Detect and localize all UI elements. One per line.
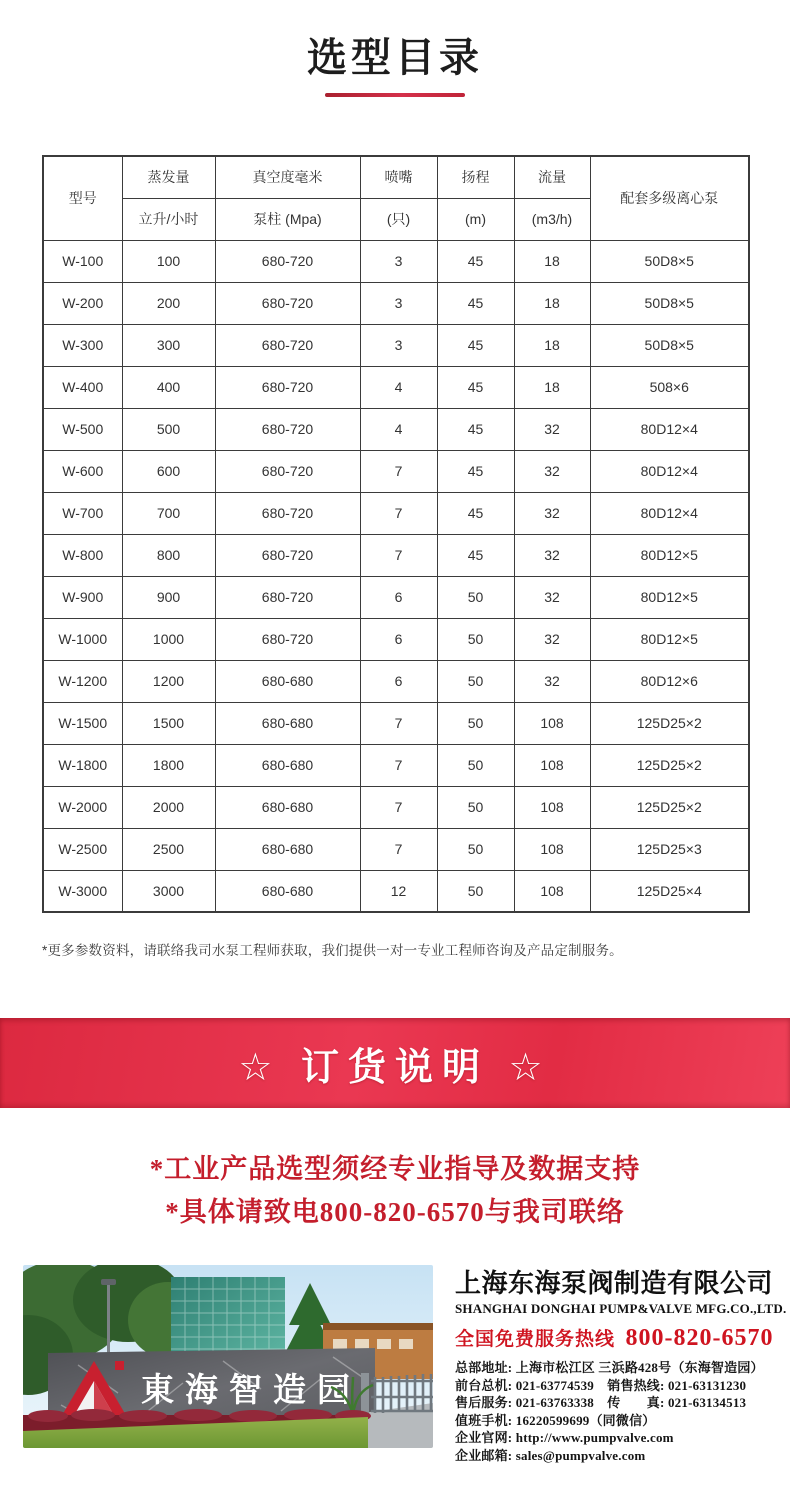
table-cell: 50D8×5 xyxy=(590,324,749,366)
service-hotline xyxy=(455,1324,787,1352)
table-cell: W-1200 xyxy=(43,660,122,702)
table-cell: 7 xyxy=(360,492,437,534)
company-info xyxy=(455,1268,787,1465)
table-cell: 680-720 xyxy=(215,240,360,282)
spec-table xyxy=(42,155,748,913)
table-cell: 680-720 xyxy=(215,618,360,660)
col-header-pump: 配套多级离心泵 xyxy=(590,156,749,240)
table-row xyxy=(43,240,749,282)
table-cell: 800 xyxy=(122,534,215,576)
table-cell: 45 xyxy=(437,450,514,492)
table-cell: W-100 xyxy=(43,240,122,282)
table-cell: W-2500 xyxy=(43,828,122,870)
table-cell: 400 xyxy=(122,366,215,408)
table-cell: 680-720 xyxy=(215,450,360,492)
table-cell: 32 xyxy=(514,576,590,618)
notice-line-2: *具体请致电800-820-6570与我司联络 xyxy=(165,1197,625,1227)
table-cell: 32 xyxy=(514,618,590,660)
table-cell: 508×6 xyxy=(590,366,749,408)
table-row xyxy=(43,408,749,450)
table-cell: 50 xyxy=(437,576,514,618)
table-cell: 18 xyxy=(514,366,590,408)
table-cell: 7 xyxy=(360,702,437,744)
table-cell: 18 xyxy=(514,324,590,366)
table-cell: 680-720 xyxy=(215,324,360,366)
company-name-cn: 上海东海泵阀制造有限公司 xyxy=(455,1268,774,1298)
table-cell: 2000 xyxy=(122,786,215,828)
table-cell: 1800 xyxy=(122,744,215,786)
table-header-row-1 xyxy=(43,156,749,198)
table-row xyxy=(43,744,749,786)
table-cell: 3000 xyxy=(122,870,215,912)
table-cell: 50 xyxy=(437,744,514,786)
table-row xyxy=(43,492,749,534)
table-cell: W-500 xyxy=(43,408,122,450)
table-cell: 680-720 xyxy=(215,534,360,576)
table-cell: W-600 xyxy=(43,450,122,492)
table-cell: 7 xyxy=(360,786,437,828)
table-cell: 125D25×3 xyxy=(590,828,749,870)
table-cell: 680-680 xyxy=(215,828,360,870)
table-cell: 6 xyxy=(360,660,437,702)
table-row xyxy=(43,282,749,324)
table-cell: 3 xyxy=(360,282,437,324)
table-cell: 50 xyxy=(437,870,514,912)
table-cell: 6 xyxy=(360,618,437,660)
table-cell: 32 xyxy=(514,534,590,576)
table-body xyxy=(43,240,749,912)
table-cell: W-900 xyxy=(43,576,122,618)
table-cell: 3 xyxy=(360,324,437,366)
footnote: *更多参数资料，请联络我司水泵工程师获取，我们提供一对一专业工程师咨询及产品定制服务。 xyxy=(42,943,623,958)
company-photo xyxy=(23,1265,433,1448)
table-cell: 680-720 xyxy=(215,576,360,618)
table-cell: 4 xyxy=(360,408,437,450)
table-cell: 680-720 xyxy=(215,366,360,408)
order-banner-title: ☆ 订货说明 ☆ xyxy=(238,1046,552,1089)
table-cell: 680-720 xyxy=(215,492,360,534)
table-cell: 108 xyxy=(514,870,590,912)
table-cell: 50 xyxy=(437,786,514,828)
table-row xyxy=(43,870,749,912)
table-cell: 108 xyxy=(514,744,590,786)
company-detail-line: 前台总机: 021-63774539 销售热线: 021-63131230 xyxy=(455,1377,747,1393)
table-cell: 125D25×2 xyxy=(590,786,749,828)
table-cell: 7 xyxy=(360,828,437,870)
table-row xyxy=(43,534,749,576)
hotline-label: 全国免费服务热线 xyxy=(455,1329,616,1350)
col-header-model: 型号 xyxy=(43,156,122,240)
table-cell: 700 xyxy=(122,492,215,534)
table-cell: 50 xyxy=(437,660,514,702)
table-cell: 45 xyxy=(437,408,514,450)
table-cell: 2500 xyxy=(122,828,215,870)
factory-entrance-illustration xyxy=(23,1265,433,1448)
table-row xyxy=(43,660,749,702)
table-cell: 80D12×4 xyxy=(590,492,749,534)
table-cell: 680-680 xyxy=(215,744,360,786)
company-detail-line: 总部地址: 上海市松江区 三浜路428号（东海智造园） xyxy=(455,1360,764,1375)
col-header-evaporation: 蒸发量 xyxy=(122,156,215,198)
col-header-flow: 流量 xyxy=(514,156,590,198)
col-unit-evaporation: 立升/小时 xyxy=(122,198,215,240)
table-cell: 50D8×5 xyxy=(590,282,749,324)
table-cell: 125D25×2 xyxy=(590,702,749,744)
table-cell: 32 xyxy=(514,450,590,492)
company-detail-line: 企业官网: http://www.pumpvalve.com xyxy=(455,1430,674,1446)
company-details xyxy=(455,1359,787,1465)
order-notice xyxy=(0,1148,790,1234)
table-cell: 300 xyxy=(122,324,215,366)
table-cell: 100 xyxy=(122,240,215,282)
table-cell: 45 xyxy=(437,366,514,408)
company-detail-line: 企业邮箱: sales@pumpvalve.com xyxy=(455,1447,646,1463)
sign-text: 東海智造园 xyxy=(141,1371,361,1408)
table-cell: 7 xyxy=(360,744,437,786)
table-cell: W-3000 xyxy=(43,870,122,912)
table-cell: 80D12×5 xyxy=(590,618,749,660)
table-cell: 80D12×5 xyxy=(590,534,749,576)
table-cell: 45 xyxy=(437,534,514,576)
table-cell: 45 xyxy=(437,240,514,282)
col-unit-flow: (m3/h) xyxy=(514,198,590,240)
table-row xyxy=(43,702,749,744)
table-cell: 32 xyxy=(514,408,590,450)
company-name-en: SHANGHAI DONGHAI PUMP&VALVE MFG.CO.,LTD. xyxy=(455,1301,787,1316)
table-cell: 680-680 xyxy=(215,660,360,702)
table-cell: 50 xyxy=(437,702,514,744)
table-cell: 4 xyxy=(360,366,437,408)
table-cell: W-200 xyxy=(43,282,122,324)
table-cell: 18 xyxy=(514,282,590,324)
table-row xyxy=(43,576,749,618)
col-unit-vacuum: 泵柱 (Mpa) xyxy=(215,198,360,240)
order-banner xyxy=(0,1018,790,1108)
table-cell: 680-680 xyxy=(215,870,360,912)
table-cell: 6 xyxy=(360,576,437,618)
table-cell: W-300 xyxy=(43,324,122,366)
table-row xyxy=(43,786,749,828)
table-row xyxy=(43,366,749,408)
table-cell: 80D12×6 xyxy=(590,660,749,702)
page-title: 选型目录 xyxy=(307,36,483,80)
table-cell: 680-720 xyxy=(215,282,360,324)
table-row xyxy=(43,450,749,492)
col-header-nozzle: 喷嘴 xyxy=(360,156,437,198)
table-cell: 32 xyxy=(514,660,590,702)
table-cell: 80D12×4 xyxy=(590,408,749,450)
table-cell: 80D12×4 xyxy=(590,450,749,492)
table-cell: W-400 xyxy=(43,366,122,408)
table-cell: W-1800 xyxy=(43,744,122,786)
table-cell: W-2000 xyxy=(43,786,122,828)
table-cell: 108 xyxy=(514,702,590,744)
table-cell: 200 xyxy=(122,282,215,324)
table-cell: 1000 xyxy=(122,618,215,660)
col-unit-nozzle: (只) xyxy=(360,198,437,240)
hotline-number: 800-820-6570 xyxy=(625,1325,774,1351)
title-divider xyxy=(325,93,465,97)
table-cell: 600 xyxy=(122,450,215,492)
col-header-head: 扬程 xyxy=(437,156,514,198)
table-row xyxy=(43,828,749,870)
col-unit-head: (m) xyxy=(437,198,514,240)
table-cell: 50 xyxy=(437,828,514,870)
table-cell: W-700 xyxy=(43,492,122,534)
table-cell: 680-720 xyxy=(215,408,360,450)
table-cell: 7 xyxy=(360,534,437,576)
table-cell: 32 xyxy=(514,492,590,534)
table-cell: 3 xyxy=(360,240,437,282)
table-cell: 125D25×2 xyxy=(590,744,749,786)
table-cell: 900 xyxy=(122,576,215,618)
table-cell: 45 xyxy=(437,324,514,366)
col-header-vacuum: 真空度毫米 xyxy=(215,156,360,198)
table-cell: 80D12×5 xyxy=(590,576,749,618)
table-row xyxy=(43,618,749,660)
table-cell: 12 xyxy=(360,870,437,912)
table-cell: 45 xyxy=(437,492,514,534)
table-cell: 7 xyxy=(360,450,437,492)
table-cell: W-1000 xyxy=(43,618,122,660)
company-detail-line: 值班手机: 16220599699（同微信） xyxy=(455,1412,656,1428)
table-cell: W-1500 xyxy=(43,702,122,744)
table-cell: 108 xyxy=(514,786,590,828)
table-cell: 108 xyxy=(514,828,590,870)
table-cell: 18 xyxy=(514,240,590,282)
table-cell: 50D8×5 xyxy=(590,240,749,282)
table-cell: 125D25×4 xyxy=(590,870,749,912)
table-cell: 680-680 xyxy=(215,702,360,744)
notice-line-1: *工业产品选型须经专业指导及数据支持 xyxy=(149,1154,641,1184)
table-row xyxy=(43,324,749,366)
table-cell: 1200 xyxy=(122,660,215,702)
table-cell: 500 xyxy=(122,408,215,450)
table-cell: 50 xyxy=(437,618,514,660)
table-cell: 680-680 xyxy=(215,786,360,828)
table-cell: 45 xyxy=(437,282,514,324)
company-detail-line: 售后服务: 021-63763338 传 真: 021-63134513 xyxy=(455,1395,747,1411)
table-cell: 1500 xyxy=(122,702,215,744)
table-cell: W-800 xyxy=(43,534,122,576)
